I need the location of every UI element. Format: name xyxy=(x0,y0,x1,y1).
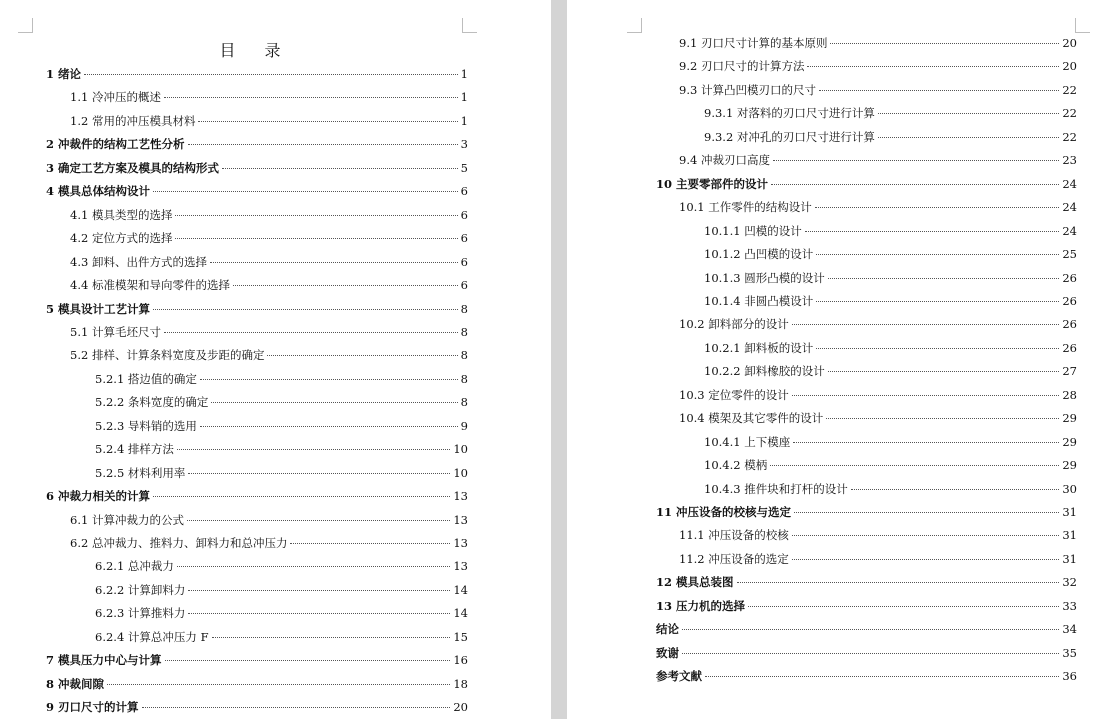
toc-dot-leader xyxy=(682,629,1059,630)
toc-dot-leader xyxy=(793,442,1059,443)
toc-dot-leader xyxy=(682,653,1059,654)
toc-entry[interactable] xyxy=(46,652,468,668)
toc-dot-leader xyxy=(815,207,1060,208)
toc-entry[interactable] xyxy=(704,363,1077,379)
toc-entry-page-number: 22 xyxy=(1062,82,1077,97)
toc-entry-page-number: 10 xyxy=(453,465,468,480)
toc-entry-label: 10.1.2 凸凹模的设计 xyxy=(704,247,814,262)
toc-entry[interactable] xyxy=(70,113,468,129)
toc-entry-label: 6.2.4 计算总冲压力 F xyxy=(95,629,209,644)
toc-entry-page-number: 26 xyxy=(1062,293,1077,308)
toc-dot-leader xyxy=(816,301,1059,302)
toc-entry-label: 4.2 定位方式的选择 xyxy=(70,231,173,246)
toc-dot-leader xyxy=(290,543,450,544)
toc-entry[interactable] xyxy=(95,418,468,434)
toc-entry[interactable] xyxy=(95,582,468,598)
toc-entry[interactable] xyxy=(70,347,468,363)
toc-dot-leader xyxy=(84,74,458,75)
toc-entry-label: 11.2 冲压设备的选定 xyxy=(679,551,789,566)
toc-entry-label: 9.3.1 对落料的刃口尺寸进行计算 xyxy=(704,106,875,121)
toc-entry-label: 10.4.3 推件块和打杆的设计 xyxy=(704,481,848,496)
toc-entry-label: 10.4.2 模柄 xyxy=(704,458,768,473)
toc-entry[interactable] xyxy=(704,434,1077,450)
toc-entry-page-number: 23 xyxy=(1062,153,1077,168)
toc-entry[interactable] xyxy=(70,324,468,340)
toc-dot-leader xyxy=(153,496,450,497)
toc-entry-label: 11.1 冲压设备的校核 xyxy=(679,528,789,543)
toc-entry-label: 10.1.3 圆形凸模的设计 xyxy=(704,270,825,285)
toc-entry-label: 10.1 工作零件的结构设计 xyxy=(679,200,812,215)
toc-entry[interactable] xyxy=(679,35,1077,51)
toc-entry-label: 5.2.1 搭边值的确定 xyxy=(95,371,197,386)
toc-dot-leader xyxy=(198,121,457,122)
toc-dot-leader xyxy=(773,160,1059,161)
toc-entry-page-number: 6 xyxy=(460,278,468,293)
toc-entry-label: 10 主要零部件的设计 xyxy=(656,176,769,191)
toc-entry[interactable] xyxy=(46,676,468,692)
toc-entry[interactable] xyxy=(46,488,468,504)
toc-entry-page-number: 14 xyxy=(453,582,468,597)
toc-entry-page-number: 24 xyxy=(1062,200,1077,215)
toc-entry-label: 6.1 计算冲裁力的公式 xyxy=(70,512,184,527)
toc-dot-leader xyxy=(816,254,1059,255)
toc-entry-label: 2 冲裁件的结构工艺性分析 xyxy=(46,137,185,152)
toc-entry-page-number: 20 xyxy=(453,700,468,715)
toc-entry-page-number: 8 xyxy=(460,324,468,339)
toc-dot-leader xyxy=(188,590,450,591)
toc-entry-page-number: 29 xyxy=(1062,434,1077,449)
toc-dot-leader xyxy=(222,168,458,169)
toc-entry-label: 5 模具设计工艺计算 xyxy=(46,301,151,316)
toc-entry[interactable] xyxy=(656,621,1077,637)
toc-dot-leader xyxy=(851,489,1060,490)
toc-entry[interactable] xyxy=(70,230,468,246)
toc-entry[interactable] xyxy=(704,246,1077,262)
toc-dot-leader xyxy=(165,660,451,661)
toc-entry-label: 4.1 模具类型的选择 xyxy=(70,207,173,222)
toc-dot-leader xyxy=(188,613,450,614)
toc-entry[interactable] xyxy=(95,394,468,410)
toc-dot-leader xyxy=(210,262,458,263)
toc-entry[interactable] xyxy=(95,558,468,574)
toc-entry[interactable] xyxy=(679,527,1077,543)
toc-entry-page-number: 13 xyxy=(453,512,468,527)
toc-entry-page-number: 27 xyxy=(1062,364,1077,379)
toc-dot-leader xyxy=(211,402,457,403)
toc-entry-label: 5.2.2 条料宽度的确定 xyxy=(95,395,209,410)
toc-entry[interactable] xyxy=(704,105,1077,121)
toc-dot-leader xyxy=(792,324,1060,325)
toc-list-left xyxy=(0,0,551,719)
toc-entry[interactable] xyxy=(656,574,1077,590)
toc-dot-leader xyxy=(792,395,1060,396)
toc-entry-label: 6 冲裁力相关的计算 xyxy=(46,489,151,504)
toc-entry-page-number: 6 xyxy=(460,184,468,199)
toc-entry[interactable] xyxy=(656,645,1077,661)
document-page-left xyxy=(0,0,551,719)
toc-dot-leader xyxy=(187,520,450,521)
toc-entry-label: 7 模具压力中心与计算 xyxy=(46,653,162,668)
toc-dot-leader xyxy=(107,684,450,685)
toc-entry-page-number: 36 xyxy=(1062,669,1077,684)
toc-entry[interactable] xyxy=(46,301,468,317)
toc-dot-leader xyxy=(233,285,458,286)
toc-entry-page-number: 8 xyxy=(460,348,468,363)
toc-entry-page-number: 15 xyxy=(453,629,468,644)
toc-entry[interactable] xyxy=(46,699,468,715)
toc-entry[interactable] xyxy=(70,535,468,551)
toc-entry-page-number: 20 xyxy=(1062,36,1077,50)
toc-entry[interactable] xyxy=(46,183,468,199)
document-page-right xyxy=(567,0,1113,719)
toc-entry-page-number: 31 xyxy=(1062,505,1077,519)
toc-entry[interactable] xyxy=(95,371,468,387)
toc-entry-label: 9.4 冲裁刃口高度 xyxy=(679,153,770,168)
toc-dot-leader xyxy=(878,137,1059,138)
toc-dot-leader xyxy=(805,231,1060,232)
toc-entry-label: 10.2.2 卸料橡胶的设计 xyxy=(704,364,825,379)
toc-entry-label: 10.4 模架及其它零件的设计 xyxy=(679,411,824,426)
toc-entry[interactable] xyxy=(679,82,1077,98)
toc-entry-page-number: 1 xyxy=(460,113,468,128)
toc-entry-page-number: 24 xyxy=(1062,176,1077,191)
toc-entry-label: 10.2 卸料部分的设计 xyxy=(679,317,789,332)
toc-entry[interactable] xyxy=(70,89,468,105)
toc-entry[interactable] xyxy=(679,199,1077,215)
toc-entry[interactable] xyxy=(656,598,1077,614)
toc-entry-page-number: 24 xyxy=(1062,223,1077,238)
toc-entry[interactable] xyxy=(704,293,1077,309)
toc-entry-page-number: 35 xyxy=(1062,645,1077,660)
toc-entry-label: 9.1 刃口尺寸计算的基本原则 xyxy=(679,36,828,50)
toc-dot-leader xyxy=(828,371,1060,372)
toc-entry-page-number: 18 xyxy=(453,676,468,691)
toc-entry-page-number: 3 xyxy=(460,137,468,152)
toc-dot-leader xyxy=(177,566,450,567)
toc-dot-leader xyxy=(748,606,1059,607)
toc-dot-leader xyxy=(142,707,451,708)
toc-entry-page-number: 26 xyxy=(1062,317,1077,332)
toc-entry-page-number: 22 xyxy=(1062,129,1077,144)
toc-dot-leader xyxy=(175,238,457,239)
toc-entry-page-number: 6 xyxy=(460,207,468,222)
toc-entry-label: 3 确定工艺方案及模具的结构形式 xyxy=(46,160,220,175)
toc-entry-page-number: 9 xyxy=(460,418,468,433)
toc-dot-leader xyxy=(267,355,457,356)
toc-entry-label: 6.2.3 计算推料力 xyxy=(95,606,186,621)
toc-entry[interactable] xyxy=(46,136,468,152)
toc-entry-label: 参考文献 xyxy=(656,669,702,684)
toc-entry[interactable] xyxy=(679,316,1077,332)
toc-dot-leader xyxy=(819,90,1059,91)
toc-entry[interactable] xyxy=(704,223,1077,239)
toc-list-right xyxy=(567,0,1113,719)
toc-dot-leader xyxy=(816,348,1059,349)
toc-dot-leader xyxy=(770,465,1059,466)
toc-entry-label: 5.2.5 材料利用率 xyxy=(95,465,186,480)
toc-entry[interactable] xyxy=(679,387,1077,403)
toc-entry-page-number: 33 xyxy=(1062,598,1077,613)
toc-entry-label: 10.1.1 凹模的设计 xyxy=(704,223,802,238)
toc-dot-leader xyxy=(200,379,458,380)
toc-entry-label: 5.2 排样、计算条料宽度及步距的确定 xyxy=(70,348,265,363)
toc-entry-label: 12 模具总装图 xyxy=(656,575,734,590)
toc-entry-label: 9 刃口尺寸的计算 xyxy=(46,700,139,715)
toc-entry[interactable] xyxy=(46,66,468,82)
toc-entry[interactable] xyxy=(656,668,1077,684)
toc-entry[interactable] xyxy=(70,207,468,223)
toc-entry-label: 1.2 常用的冲压模具材料 xyxy=(70,113,196,128)
toc-dot-leader xyxy=(153,191,458,192)
toc-entry-label: 10.2.1 卸料板的设计 xyxy=(704,340,814,355)
toc-dot-leader xyxy=(164,97,458,98)
toc-entry[interactable] xyxy=(95,465,468,481)
toc-entry-page-number: 13 xyxy=(453,489,468,504)
toc-dot-leader xyxy=(188,144,458,145)
toc-dot-leader xyxy=(737,582,1060,583)
toc-entry-label: 9.3.2 对冲孔的刃口尺寸进行计算 xyxy=(704,129,875,144)
toc-entry-label: 11 冲压设备的校核与选定 xyxy=(656,505,792,519)
toc-entry-label: 6.2.1 总冲裁力 xyxy=(95,559,174,574)
toc-dot-leader xyxy=(794,512,1059,513)
toc-dot-leader xyxy=(828,278,1060,279)
toc-entry-page-number: 8 xyxy=(460,371,468,386)
toc-entry-label: 13 压力机的选择 xyxy=(656,598,746,613)
toc-entry-page-number: 16 xyxy=(453,653,468,668)
toc-entry-page-number: 25 xyxy=(1062,247,1077,262)
toc-entry-page-number: 26 xyxy=(1062,340,1077,355)
toc-entry[interactable] xyxy=(679,410,1077,426)
toc-entry-page-number: 13 xyxy=(453,536,468,550)
toc-entry[interactable] xyxy=(704,129,1077,145)
toc-entry[interactable] xyxy=(704,481,1077,497)
toc-entry-page-number: 26 xyxy=(1062,270,1077,285)
toc-entry[interactable] xyxy=(95,605,468,621)
toc-entry-page-number: 6 xyxy=(460,231,468,246)
toc-entry-page-number: 28 xyxy=(1062,387,1077,402)
toc-entry-page-number: 29 xyxy=(1062,411,1077,426)
toc-entry-page-number: 8 xyxy=(460,301,468,316)
toc-dot-leader xyxy=(807,66,1059,67)
toc-entry[interactable] xyxy=(679,58,1077,74)
toc-entry-label: 6.2.2 计算卸料力 xyxy=(95,582,186,597)
toc-entry-label: 4 模具总体结构设计 xyxy=(46,184,151,199)
toc-entry[interactable] xyxy=(704,457,1077,473)
toc-entry-page-number: 31 xyxy=(1062,551,1077,566)
toc-entry-page-number: 1 xyxy=(460,90,468,105)
toc-entry-page-number: 8 xyxy=(460,395,468,410)
toc-entry[interactable] xyxy=(70,254,468,270)
toc-entry[interactable] xyxy=(70,277,468,293)
toc-dot-leader xyxy=(792,559,1060,560)
toc-entry-page-number: 30 xyxy=(1062,481,1077,496)
toc-title: 目 录 xyxy=(219,41,293,60)
toc-dot-leader xyxy=(200,426,458,427)
toc-dot-leader xyxy=(153,309,458,310)
toc-entry-label: 1.1 冷冲压的概述 xyxy=(70,90,161,105)
toc-dot-leader xyxy=(771,184,1059,185)
toc-entry-page-number: 34 xyxy=(1062,622,1077,637)
toc-dot-leader xyxy=(826,418,1059,419)
toc-entry[interactable] xyxy=(679,551,1077,567)
toc-entry-page-number: 10 xyxy=(453,442,468,457)
toc-dot-leader xyxy=(188,473,450,474)
toc-dot-leader xyxy=(177,449,450,450)
toc-entry-label: 5.1 计算毛坯尺寸 xyxy=(70,324,161,339)
toc-entry-label: 9.3 计算凸凹模刃口的尺寸 xyxy=(679,82,816,97)
toc-entry-label: 结论 xyxy=(656,622,679,637)
toc-dot-leader xyxy=(705,676,1059,677)
toc-entry[interactable] xyxy=(656,176,1077,192)
toc-dot-leader xyxy=(164,332,458,333)
toc-entry-page-number: 31 xyxy=(1062,528,1077,543)
toc-entry[interactable] xyxy=(70,512,468,528)
toc-entry-label: 5.2.4 排样方法 xyxy=(95,442,174,457)
toc-entry-page-number: 32 xyxy=(1062,575,1077,590)
toc-entry-label: 5.2.3 导料销的选用 xyxy=(95,418,197,433)
toc-dot-leader xyxy=(792,535,1060,536)
toc-entry-page-number: 22 xyxy=(1062,106,1077,121)
toc-entry[interactable] xyxy=(679,152,1077,168)
toc-entry[interactable] xyxy=(95,629,468,645)
toc-entry-label: 1 绪论 xyxy=(46,67,82,81)
toc-entry[interactable] xyxy=(46,160,468,176)
toc-entry-label: 8 冲裁间隙 xyxy=(46,676,105,691)
toc-dot-leader xyxy=(830,43,1059,44)
toc-entry[interactable] xyxy=(704,340,1077,356)
toc-entry-label: 9.2 刃口尺寸的计算方法 xyxy=(679,59,805,74)
toc-entry-page-number: 13 xyxy=(453,559,468,574)
toc-entry-page-number: 1 xyxy=(460,67,468,81)
toc-entry-page-number: 14 xyxy=(453,606,468,621)
toc-entry-label: 10.1.4 非圆凸模设计 xyxy=(704,293,814,308)
toc-entry[interactable] xyxy=(95,441,468,457)
toc-entry-label: 致谢 xyxy=(656,645,679,660)
toc-entry-page-number: 6 xyxy=(460,254,468,269)
toc-entry[interactable] xyxy=(704,270,1077,286)
toc-dot-leader xyxy=(212,637,451,638)
toc-entry-page-number: 20 xyxy=(1062,59,1077,74)
toc-entry-label: 10.4.1 上下模座 xyxy=(704,434,791,449)
toc-entry-page-number: 5 xyxy=(460,160,468,175)
toc-dot-leader xyxy=(175,215,457,216)
toc-entry[interactable] xyxy=(656,504,1077,520)
toc-entry-label: 4.3 卸料、出件方式的选择 xyxy=(70,254,207,269)
toc-dot-leader xyxy=(878,113,1059,114)
toc-entry-label: 4.4 标准模架和导向零件的选择 xyxy=(70,278,230,293)
toc-entry-label: 10.3 定位零件的设计 xyxy=(679,387,789,402)
toc-entry-label: 6.2 总冲裁力、推料力、卸料力和总冲压力 xyxy=(70,536,288,550)
toc-entry-page-number: 29 xyxy=(1062,458,1077,473)
